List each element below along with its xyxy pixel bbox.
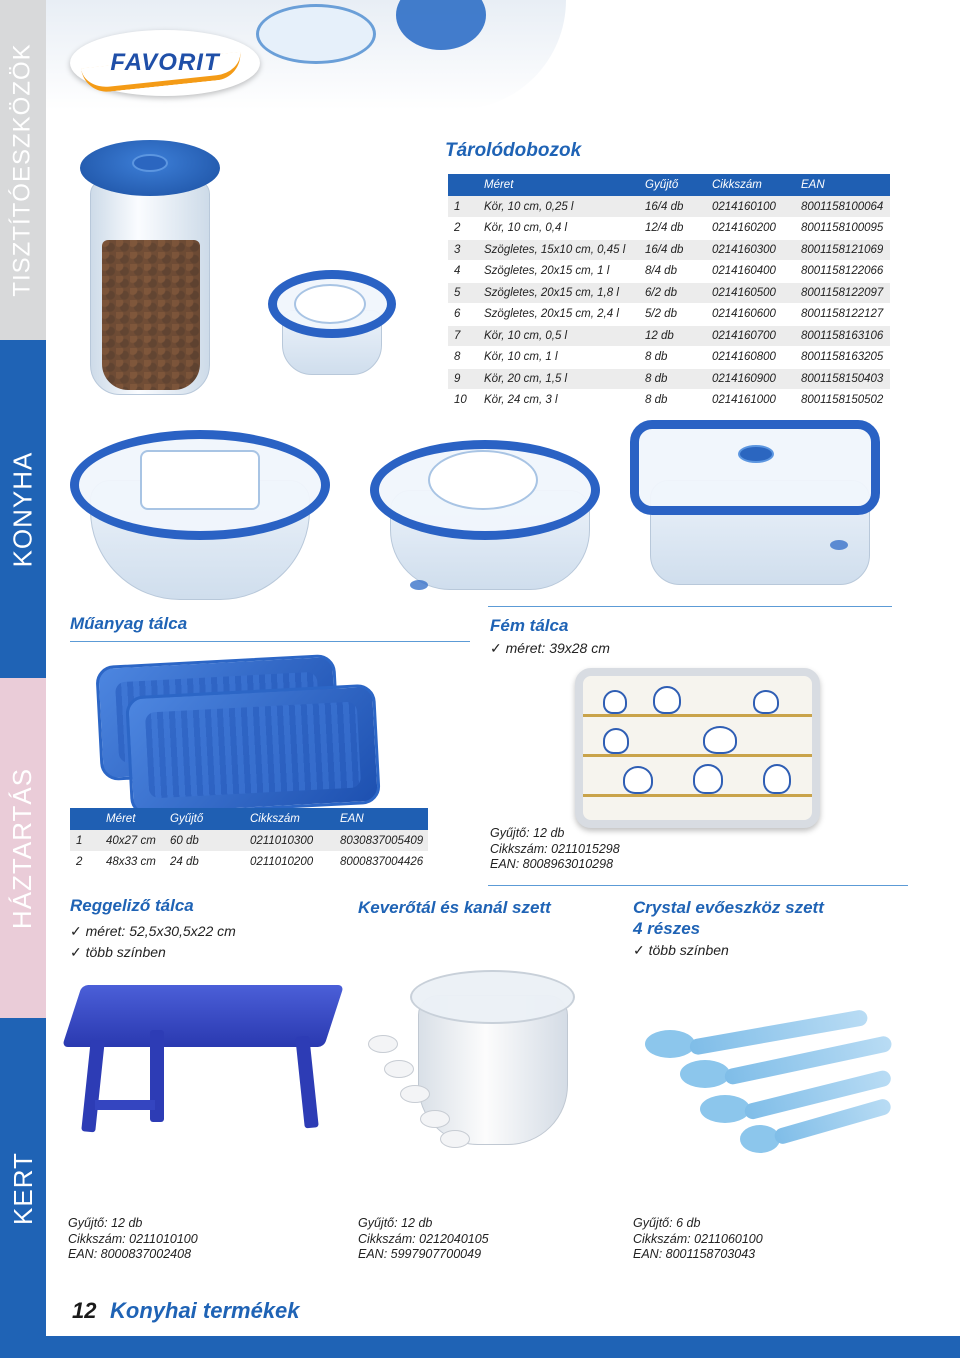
table-cell: 0214160200 (706, 218, 795, 240)
round-bowl-illustration (70, 430, 330, 600)
mixing-bowl-title: Keverőtál és kanál szett (358, 898, 551, 917)
table-cell: 8 db (639, 347, 706, 369)
info-pack: Gyűjtő: 12 db (68, 1216, 143, 1230)
lid-image (396, 0, 486, 50)
lid-knob-icon (738, 445, 774, 463)
table-cell: 60 db (164, 830, 244, 852)
storage-table (448, 174, 890, 412)
side-tab-label: TISZTÍTÓESZKÖZÖK (9, 43, 36, 297)
table-header-row (70, 808, 428, 830)
table-row (448, 304, 890, 326)
cutlery-title (633, 897, 824, 939)
table-cell: Szögletes, 20x15 cm, 1 l (478, 261, 639, 283)
table-row (448, 390, 890, 412)
table-cell: 8001158100064 (795, 196, 890, 218)
table-cell: 5 (448, 282, 478, 304)
table-cell: 0214161000 (706, 390, 795, 412)
table-cell: 0214160500 (706, 282, 795, 304)
table-cell: 12 db (639, 325, 706, 347)
table-cell: 1 (448, 196, 478, 218)
tray-front-image (125, 684, 381, 817)
metal-tray-title: Fém tálca (490, 616, 569, 635)
table-cell: 8001158100095 (795, 218, 890, 240)
info-sku: Cikkszám: 0211015298 (490, 841, 620, 856)
table-cell: Szögletes, 15x10 cm, 0,45 l (478, 239, 639, 261)
table-cell: 8030837005409 (334, 830, 428, 852)
table-row (448, 282, 890, 304)
table-row (448, 218, 890, 240)
table-cell: 8001158163106 (795, 325, 890, 347)
table-cell: 5/2 db (639, 304, 706, 326)
side-tab-garden[interactable] (0, 1018, 46, 1358)
table-cell: Kör, 20 cm, 1,5 l (478, 368, 639, 390)
seal-image (256, 4, 376, 64)
coffee-beans-image (102, 240, 200, 390)
table-row (448, 196, 890, 218)
table-cell: 8001158122066 (795, 261, 890, 283)
table-cell: Kör, 10 cm, 0,4 l (478, 218, 639, 240)
table-cell: 0214160400 (706, 261, 795, 283)
table-cell: Kör, 10 cm, 0,5 l (478, 325, 639, 347)
table-cell: 6 (448, 304, 478, 326)
col-header (448, 174, 478, 196)
table-row (448, 261, 890, 283)
small-container-illustration (268, 270, 398, 390)
breakfast-tray-info (68, 1216, 198, 1263)
feature-item: ✓ több színben (70, 942, 236, 963)
table-header-row (448, 174, 890, 196)
table-cell: 16/4 db (639, 196, 706, 218)
table-cell: 24 db (164, 852, 244, 874)
table-cell: 0214160900 (706, 368, 795, 390)
info-ean: EAN: 5997907700049 (358, 1247, 482, 1261)
section-divider (488, 885, 908, 886)
table-cell: 8001158121069 (795, 239, 890, 261)
metal-tray-info (490, 826, 620, 873)
label-sticker (428, 450, 538, 510)
side-tab-household[interactable] (0, 678, 46, 1018)
metal-tray-image (575, 668, 820, 828)
info-sku: Cikkszám: 0211010100 (68, 1231, 198, 1246)
feature-item: ✓ méret: 52,5x30,5x22 cm (70, 921, 236, 942)
col-header-pack: Gyűjtő (164, 808, 244, 830)
table-row (448, 239, 890, 261)
col-header-ean: EAN (795, 174, 890, 196)
info-ean: EAN: 8001158703043 (633, 1247, 756, 1261)
metal-tray-features (490, 638, 610, 659)
table-cell: 16/4 db (639, 239, 706, 261)
rect-container-illustration (630, 420, 890, 590)
table-cell: Kör, 10 cm, 1 l (478, 347, 639, 369)
table-row (448, 347, 890, 369)
table-cell: 8 db (639, 390, 706, 412)
info-pack: Gyűjtő: 12 db (490, 826, 565, 840)
table-cell: 10 (448, 390, 478, 412)
table-cell: 8001158163205 (795, 347, 890, 369)
plastic-tray-title: Műanyag tálca (70, 614, 188, 633)
label-sticker (294, 284, 366, 324)
side-tab-label: HÁZTARTÁS (7, 767, 38, 929)
bottom-bar (46, 1336, 960, 1358)
table-cell: 8001158150403 (795, 368, 890, 390)
jar-illustration (80, 140, 230, 410)
col-header-pack: Gyűjtő (639, 174, 706, 196)
table-cell: 2 (70, 852, 100, 874)
info-sku: Cikkszám: 0212040105 (358, 1231, 489, 1246)
table-cell: 0214160300 (706, 239, 795, 261)
table-cell: 8000837004426 (334, 852, 428, 874)
col-header (70, 808, 100, 830)
col-header-ean: EAN (334, 808, 428, 830)
info-sku: Cikkszám: 0211060100 (633, 1231, 763, 1246)
table-cell: 8001158122097 (795, 282, 890, 304)
section-divider (488, 606, 892, 607)
side-tab-kitchen[interactable] (0, 340, 46, 678)
page-number: 12 (72, 1298, 97, 1323)
table-cell: 0214160800 (706, 347, 795, 369)
table-cell: 0211010300 (244, 830, 334, 852)
table-cell: 12/4 db (639, 218, 706, 240)
breakfast-tray-features (70, 921, 236, 963)
table-row (70, 830, 428, 852)
feature-item: ✓ több színben (633, 940, 729, 961)
col-header-size: Méret (478, 174, 639, 196)
table-cell: Szögletes, 20x15 cm, 2,4 l (478, 304, 639, 326)
label-sticker (140, 450, 260, 510)
info-ean: EAN: 8000837002408 (68, 1247, 192, 1261)
table-row (448, 325, 890, 347)
container-lid (630, 420, 880, 515)
table-cell: 0214160600 (706, 304, 795, 326)
mixing-bowl-info (358, 1216, 489, 1263)
table-cell: 4 (448, 261, 478, 283)
lid-knob-icon (132, 154, 168, 172)
table-cell: Szögletes, 20x15 cm, 1,8 l (478, 282, 639, 304)
side-tab-cleaning[interactable] (0, 0, 46, 340)
cutlery-features (633, 940, 729, 961)
table-cell: 8001158122127 (795, 304, 890, 326)
cutlery-title-line: 4 részes (633, 919, 701, 938)
section-title: Konyhai termékek (110, 1298, 300, 1323)
oval-container-illustration (370, 430, 610, 600)
cutlery-info (633, 1216, 763, 1263)
side-tab-label: KERT (7, 1151, 38, 1225)
col-header-sku: Cikkszám (706, 174, 795, 196)
logo-text: FAVORIT (110, 49, 220, 76)
col-header-sku: Cikkszám (244, 808, 334, 830)
table-cell: 8 (448, 347, 478, 369)
table-cell: 8/4 db (639, 261, 706, 283)
table-cell: 40x27 cm (100, 830, 164, 852)
cutlery-title-line: Crystal evőeszköz szett (633, 898, 824, 917)
table-cell: 0214160700 (706, 325, 795, 347)
feature-item: ✓ méret: 39x28 cm (490, 638, 610, 659)
section-divider (70, 641, 470, 642)
table-cell: 1 (70, 830, 100, 852)
table-cell: 3 (448, 239, 478, 261)
side-tab-label: KONYHA (7, 451, 38, 567)
table-cell: Kör, 10 cm, 0,25 l (478, 196, 639, 218)
info-pack: Gyűjtő: 6 db (633, 1216, 701, 1230)
plastic-tray-table (70, 808, 428, 874)
foot (410, 580, 428, 590)
brand-logo (70, 30, 260, 96)
storage-title: Tárolódobozok (445, 140, 582, 161)
table-cell: 0214160100 (706, 196, 795, 218)
info-ean: EAN: 8008963010298 (490, 857, 614, 871)
col-header-size: Méret (100, 808, 164, 830)
breakfast-tray-title: Reggeliző tálca (70, 896, 194, 915)
table-cell: 9 (448, 368, 478, 390)
info-pack: Gyűjtő: 12 db (358, 1216, 433, 1230)
table-cell: 2 (448, 218, 478, 240)
table-cell: 6/2 db (639, 282, 706, 304)
table-cell: 48x33 cm (100, 852, 164, 874)
table-cell: 7 (448, 325, 478, 347)
foot (830, 540, 848, 550)
table-cell: 8 db (639, 368, 706, 390)
table-cell: 0211010200 (244, 852, 334, 874)
table-cell: Kör, 24 cm, 3 l (478, 390, 639, 412)
table-cell: 8001158150502 (795, 390, 890, 412)
table-row (448, 368, 890, 390)
table-row (70, 852, 428, 874)
